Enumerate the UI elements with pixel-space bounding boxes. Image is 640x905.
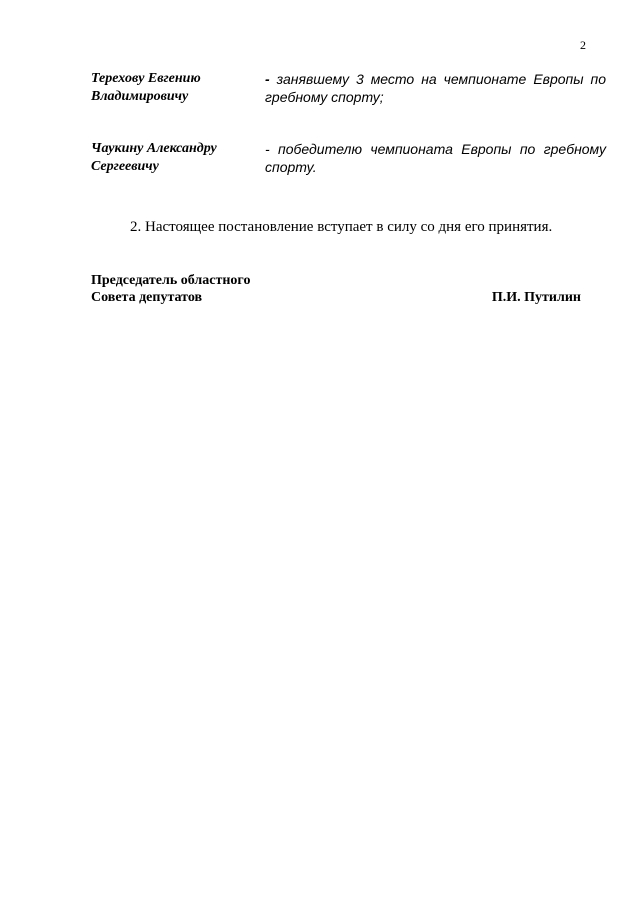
signer-name: П.И. Путилин bbox=[491, 290, 581, 305]
award-reason-text: занявшему 3 место на чемпионате Европы по гребному спорту; bbox=[265, 71, 607, 105]
award-reason bbox=[265, 70, 606, 106]
award-reason-text: победителю чемпионата Европы по гребному спорту. bbox=[265, 141, 606, 175]
signature-block bbox=[91, 272, 585, 306]
recipient-name bbox=[91, 70, 256, 106]
award-reason bbox=[265, 140, 606, 176]
clause-2: 2. Настоящее постановление вступает в силу со дня его принятия. bbox=[130, 219, 553, 235]
recipient-name bbox=[91, 140, 256, 176]
signer-title-line: Совета депутатов bbox=[91, 290, 203, 305]
recipient-name-line: Владимировичу bbox=[91, 89, 189, 104]
recipient-name-line: Сергеевичу bbox=[91, 159, 159, 174]
signer-title-line: Председатель областного bbox=[91, 273, 251, 288]
dash: - bbox=[265, 141, 270, 157]
recipient-name-line: Чаукину Александру bbox=[91, 141, 217, 156]
recipient-name-line: Терехову Евгению bbox=[91, 71, 201, 86]
page-number: 2 bbox=[580, 38, 586, 52]
dash: - bbox=[265, 71, 270, 87]
